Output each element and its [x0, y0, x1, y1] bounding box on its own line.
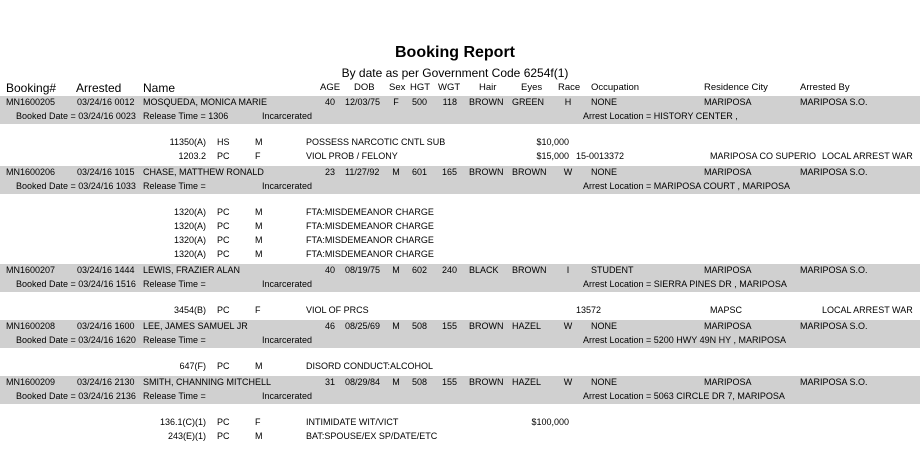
charge-code-type: PC [217, 221, 230, 231]
inmate-height: 601 [411, 167, 427, 177]
booked-date: Booked Date = 03/24/16 0023 [16, 111, 136, 121]
arresting-agency: MARIPOSA S.O. [800, 265, 868, 275]
arrested-datetime: 03/24/16 1600 [77, 321, 135, 331]
arrested-datetime: 03/24/16 2130 [77, 377, 135, 387]
charge-level: F [255, 305, 261, 315]
arrested-datetime: 03/24/16 0012 [77, 97, 135, 107]
arrest-location: Arrest Location = 5200 HWY 49N HY , MARIPOSA [583, 335, 787, 345]
booked-date: Booked Date = 03/24/16 1620 [16, 335, 136, 345]
charge-level: M [255, 207, 263, 217]
inmate-sex: M [392, 167, 400, 177]
col-residence: Residence City [704, 82, 768, 93]
inmate-age: 31 [324, 377, 335, 387]
inmate-height: 508 [411, 377, 427, 387]
case-number: 13572 [576, 305, 602, 315]
inmate-eyes: HAZEL [512, 377, 542, 387]
charge-code-type: PC [217, 431, 230, 441]
col-name: Name [143, 81, 176, 95]
charge-code: 1203.2 [178, 151, 206, 161]
booking-number: MN1600208 [6, 321, 56, 331]
warrant-type: LOCAL ARREST WAR [822, 305, 913, 315]
charge-code-type: PC [217, 235, 230, 245]
inmate-hair: BROWN [469, 321, 504, 331]
court-name: MARIPOSA CO SUPERIO [710, 151, 817, 161]
charge-description: BAT:SPOUSE/EX SP/DATE/ETC [306, 431, 438, 441]
arresting-agency: MARIPOSA S.O. [800, 377, 868, 387]
warrant-type: LOCAL ARREST WAR [822, 151, 913, 161]
arresting-agency: MARIPOSA S.O. [800, 167, 868, 177]
inmate-hair: BLACK [469, 265, 499, 275]
inmate-hair: BROWN [469, 377, 504, 387]
booking-row-bar [0, 96, 920, 124]
court-name: MAPSC [710, 305, 743, 315]
col-wgt: WGT [438, 82, 461, 93]
custody-status: Incarcerated [262, 335, 313, 345]
booking-number: MN1600205 [6, 97, 56, 107]
release-time: Release Time = 1306 [143, 111, 229, 121]
charge-level: F [255, 417, 261, 427]
inmate-weight: 155 [441, 321, 457, 331]
release-time: Release Time = [143, 391, 206, 401]
col-hair: Hair [479, 82, 497, 93]
inmate-race: H [564, 97, 572, 107]
charge-level: M [255, 235, 263, 245]
inmate-eyes: BROWN [512, 167, 547, 177]
charge-level: M [255, 249, 263, 259]
booking-number: MN1600206 [6, 167, 56, 177]
report-subtitle: By date as per Government Code 6254f(1) [341, 66, 569, 80]
charge-level: F [255, 151, 261, 161]
inmate-sex: M [392, 321, 400, 331]
inmate-name: CHASE, MATTHEW RONALD [143, 167, 264, 177]
booking-number: MN1600209 [6, 377, 56, 387]
charge-code: 1320(A) [173, 249, 206, 259]
col-race: Race [558, 82, 581, 93]
inmate-sex: M [392, 377, 400, 387]
inmate-sex: M [392, 265, 400, 275]
residence-city: MARIPOSA [704, 321, 752, 331]
inmate-age: 40 [324, 265, 335, 275]
release-time: Release Time = [143, 181, 206, 191]
inmate-age: 40 [324, 97, 335, 107]
release-time: Release Time = [143, 335, 206, 345]
inmate-race: W [563, 321, 573, 331]
charge-code-type: PC [217, 151, 230, 161]
inmate-occupation: NONE [591, 321, 618, 331]
inmate-race: W [563, 377, 573, 387]
arresting-agency: MARIPOSA S.O. [800, 97, 868, 107]
inmate-name: MOSQUEDA, MONICA MARIE [143, 97, 268, 107]
arrest-location: Arrest Location = HISTORY CENTER , [583, 111, 738, 121]
charge-code: 136.1(C)(1) [159, 417, 206, 427]
charge-code: 1320(A) [173, 235, 206, 245]
booked-date: Booked Date = 03/24/16 2136 [16, 391, 136, 401]
inmate-eyes: HAZEL [512, 321, 542, 331]
arrested-datetime: 03/24/16 1444 [77, 265, 135, 275]
inmate-dob: 08/25/69 [345, 321, 381, 331]
col-sex: Sex [389, 82, 406, 93]
col-dob: DOB [354, 82, 375, 93]
custody-status: Incarcerated [262, 181, 313, 191]
inmate-hair: BROWN [469, 97, 504, 107]
inmate-dob: 11/27/92 [345, 167, 380, 177]
inmate-hair: BROWN [469, 167, 504, 177]
inmate-height: 602 [411, 265, 427, 275]
charge-description: VIOL PROB / FELONY [306, 151, 398, 161]
inmate-eyes: BROWN [512, 265, 547, 275]
charge-level: M [255, 137, 263, 147]
charge-level: M [255, 221, 263, 231]
inmate-name: LEE, JAMES SAMUEL JR [143, 321, 248, 331]
inmate-weight: 155 [441, 377, 457, 387]
col-arrested-by: Arrested By [800, 82, 850, 93]
inmate-race: I [566, 265, 570, 275]
inmate-age: 23 [324, 167, 335, 177]
inmate-height: 500 [411, 97, 427, 107]
charge-description: FTA:MISDEMEANOR CHARGE [306, 207, 434, 217]
charge-level: M [255, 431, 263, 441]
custody-status: Incarcerated [262, 279, 313, 289]
charge-code: 1320(A) [173, 207, 206, 217]
inmate-dob: 08/19/75 [345, 265, 381, 275]
charge-description: DISORD CONDUCT:ALCOHOL [306, 361, 434, 371]
col-booking: Booking# [6, 81, 57, 95]
inmate-weight: 165 [441, 167, 457, 177]
inmate-name: SMITH, CHANNING MITCHELL [143, 377, 272, 387]
residence-city: MARIPOSA [704, 377, 752, 387]
booked-date: Booked Date = 03/24/16 1033 [16, 181, 136, 191]
arrest-location: Arrest Location = MARIPOSA COURT , MARIPOSA [583, 181, 790, 191]
bail-amount: $15,000 [536, 151, 569, 161]
inmate-weight: 118 [442, 97, 457, 107]
inmate-occupation: NONE [591, 97, 618, 107]
inmate-dob: 08/29/84 [345, 377, 381, 387]
inmate-occupation: NONE [591, 377, 618, 387]
charge-description: FTA:MISDEMEANOR CHARGE [306, 235, 434, 245]
case-number: 15-0013372 [576, 151, 625, 161]
charge-description: VIOL OF PRCS [306, 305, 369, 315]
arrested-datetime: 03/24/16 1015 [77, 167, 135, 177]
charge-description: INTIMIDATE WIT/VICT [306, 417, 399, 427]
charge-description: POSSESS NARCOTIC CNTL SUB [306, 137, 446, 147]
inmate-age: 46 [324, 321, 335, 331]
inmate-occupation: NONE [591, 167, 618, 177]
col-arrested: Arrested [76, 81, 122, 95]
col-eyes: Eyes [521, 82, 543, 93]
col-age: AGE [320, 82, 341, 93]
arresting-agency: MARIPOSA S.O. [800, 321, 868, 331]
charge-code-type: HS [217, 137, 230, 147]
charge-code: 243(E)(1) [167, 431, 206, 441]
charge-code-type: PC [217, 361, 230, 371]
charge-code-type: PC [217, 305, 230, 315]
custody-status: Incarcerated [262, 391, 313, 401]
charge-description: FTA:MISDEMEANOR CHARGE [306, 221, 434, 231]
release-time: Release Time = [143, 279, 206, 289]
charge-description: FTA:MISDEMEANOR CHARGE [306, 249, 434, 259]
inmate-dob: 12/03/75 [345, 97, 381, 107]
inmate-height: 508 [411, 321, 427, 331]
charge-code: 647(F) [179, 361, 206, 371]
inmate-sex: F [393, 97, 399, 107]
booking-number: MN1600207 [6, 265, 56, 275]
inmate-eyes: GREEN [512, 97, 545, 107]
residence-city: MARIPOSA [704, 97, 752, 107]
arrest-location: Arrest Location = 5063 CIRCLE DR 7, MARIPOSA [583, 391, 785, 401]
inmate-name: LEWIS, FRAZIER ALAN [143, 265, 241, 275]
charge-code-type: PC [217, 207, 230, 217]
residence-city: MARIPOSA [704, 167, 752, 177]
residence-city: MARIPOSA [704, 265, 752, 275]
charge-code-type: PC [217, 249, 230, 259]
inmate-weight: 240 [441, 265, 457, 275]
charge-code: 1320(A) [173, 221, 206, 231]
bail-amount: $100,000 [531, 417, 569, 427]
arrest-location: Arrest Location = SIERRA PINES DR , MARIPOSA [583, 279, 787, 289]
bail-amount: $10,000 [536, 137, 569, 147]
inmate-occupation: STUDENT [591, 265, 634, 275]
custody-status: Incarcerated [262, 111, 313, 121]
charge-code-type: PC [217, 417, 230, 427]
charge-code: 11350(A) [169, 137, 206, 147]
inmate-race: W [563, 167, 573, 177]
report-title: Booking Report [395, 44, 515, 61]
booked-date: Booked Date = 03/24/16 1516 [16, 279, 136, 289]
charge-code: 3454(B) [173, 305, 206, 315]
col-occupation: Occupation [591, 82, 640, 93]
charge-level: M [255, 361, 263, 371]
col-hgt: HGT [410, 82, 431, 93]
